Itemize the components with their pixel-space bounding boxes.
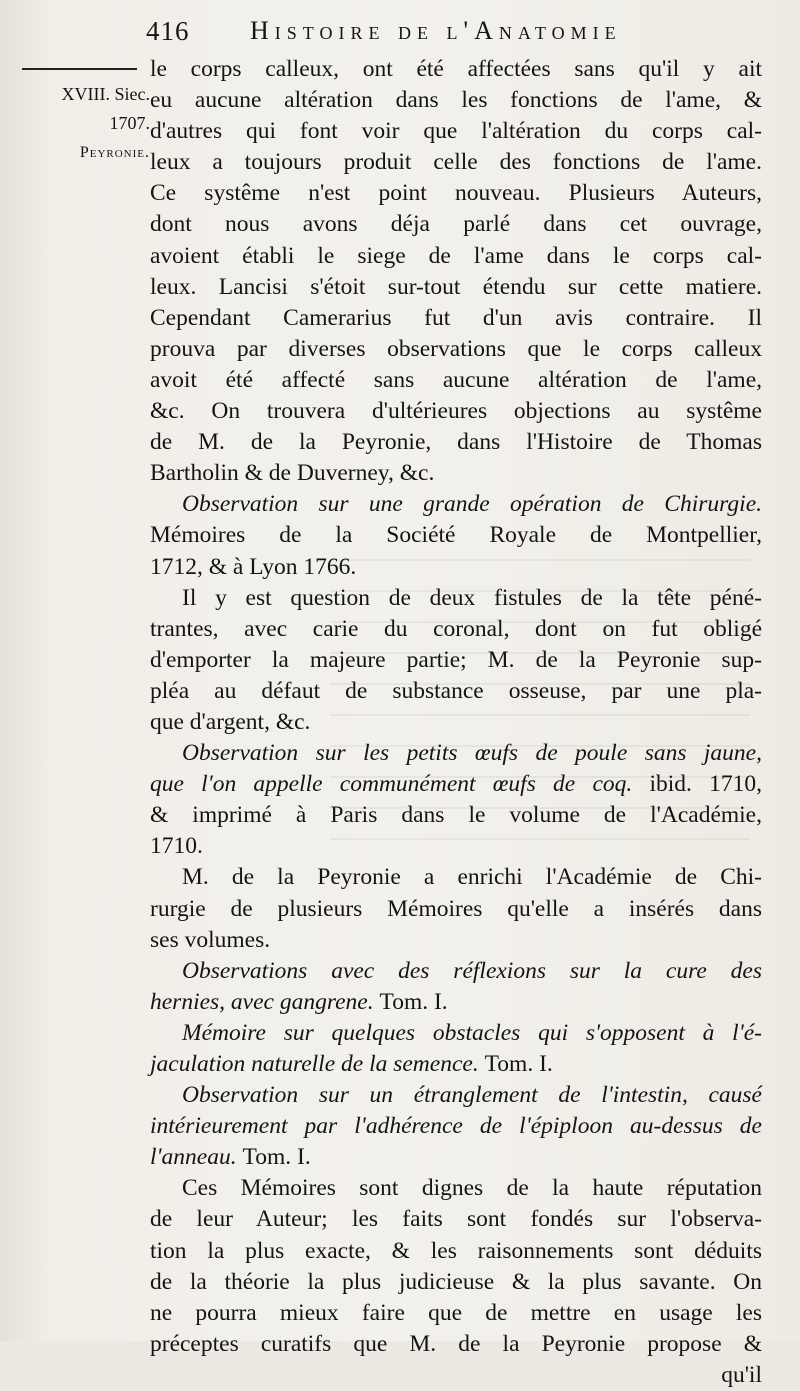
text-line: préceptes curatifs que M. de la Peyronie propose & — [150, 1330, 762, 1357]
text-line: dont nous avons déja parlé dans cet ouvrage, — [150, 211, 762, 238]
page-number: 416 — [146, 16, 190, 46]
text-line: Observation sur les petits œufs de poule sans jaune, — [182, 740, 762, 767]
text-line: M. de la Peyronie a enrichi l'Académie de Chi- — [182, 864, 762, 891]
text-line: tion la plus exacte, & les raisonnements sont déduits — [150, 1237, 762, 1264]
margin-rule — [22, 68, 137, 70]
text-line: 1712, & à Lyon 1766. — [150, 553, 357, 580]
text-line — [150, 1049, 762, 1080]
text-line: ses volumes. — [150, 926, 271, 953]
text-line: & imprimé à Paris dans le volume de l'Académie, — [150, 802, 762, 829]
running-title: Histoire de l'Anatomie — [250, 16, 622, 45]
text-line — [150, 1142, 762, 1173]
body-text — [150, 54, 762, 1391]
upright-segment: Tom. I. — [379, 988, 448, 1015]
text-line: d'autres qui font voir que l'altération du corps cal- — [150, 118, 762, 145]
text-line: 1710. — [150, 833, 203, 860]
text-line: Bartholin & de Duverney, &c. — [150, 460, 435, 487]
text-line: pléa au défaut de substance osseuse, par une pla- — [150, 677, 762, 704]
text-line: d'emporter la majeure partie; M. de la Peyronie sup- — [150, 646, 762, 673]
text-line — [150, 987, 762, 1018]
text-line: Mémoire sur quelques obstacles qui s'opposent à l'é- — [182, 1019, 762, 1046]
italic-segment: que l'on appelle communément œufs de coq. — [150, 771, 650, 798]
text-line: Cependant Camerarius fut d'un avis contraire. Il — [150, 304, 762, 331]
text-line: Observation sur un étranglement de l'intestin, causé — [182, 1082, 762, 1109]
text-line: leux. Lancisi s'étoit sur-tout étendu sur cette matiere. — [150, 273, 762, 300]
upright-segment: Tom. I. — [242, 1144, 311, 1171]
text-line: Mémoires de la Société Royale de Montpellier, — [150, 522, 762, 549]
text-line: leux a toujours produit celle des fonctions de l'ame. — [150, 149, 762, 176]
text-line: que d'argent, &c. — [150, 708, 311, 735]
text-line: avoit été affecté sans aucune altération de l'ame, — [150, 366, 762, 393]
text-line: de leur Auteur; les faits sont fondés sur l'observa- — [150, 1206, 762, 1233]
page-header — [146, 16, 776, 56]
text-line: prouva par diverses observations que le corps calleux — [150, 335, 762, 362]
text-line — [150, 769, 762, 800]
text-line: avoient établi le siege de l'ame dans le corps cal- — [150, 242, 762, 269]
text-line: Observation sur une grande opération de Chirurgie. — [182, 491, 762, 518]
text-line: Il y est question de deux fistules de la tête péné- — [182, 584, 762, 611]
text-line: le corps calleux, ont été affectées sans qu'il y ait — [150, 56, 762, 82]
text-line: &c. On trouvera d'ultérieures objections au systême — [150, 398, 762, 425]
italic-segment: l'anneau. — [150, 1144, 243, 1171]
text-line: de la théorie la plus judicieuse & la plus savante. On — [150, 1268, 762, 1295]
margin-notes — [0, 80, 150, 167]
margin-century: XVIII. Siec. — [61, 84, 150, 104]
text-line: Ces Mémoires sont dignes de la haute réputation — [182, 1175, 762, 1202]
text-line: trantes, avec carie du coronal, dont on fut obligé — [150, 615, 762, 642]
text-line: rurgie de plusieurs Mémoires qu'elle a insérés dans — [150, 895, 762, 922]
italic-segment: hernies, avec gangrene. — [150, 988, 380, 1015]
text-line: ne pourra mieux faire que de mettre en usage les — [150, 1299, 762, 1326]
italic-segment: jaculation naturelle de la semence. — [150, 1051, 485, 1077]
upright-segment: ibid. 1710, — [649, 771, 762, 798]
margin-year: 1707. — [109, 113, 150, 133]
text-line: Ce systême n'est point nouveau. Plusieurs Auteurs, — [150, 180, 762, 207]
text-line: de M. de la Peyronie, dans l'Histoire de Thomas — [150, 429, 762, 456]
margin-author: Peyronie. — [79, 144, 150, 161]
text-line: qu'il — [721, 1361, 762, 1388]
upright-segment: Tom. I. — [484, 1051, 553, 1077]
text-line: intérieurement par l'adhérence de l'épiploon au-dessus de — [150, 1113, 762, 1140]
text-line: eu aucune altération dans les fonctions de l'ame, & — [150, 87, 762, 114]
text-line: Observations avec des réflexions sur la cure des — [182, 957, 762, 984]
